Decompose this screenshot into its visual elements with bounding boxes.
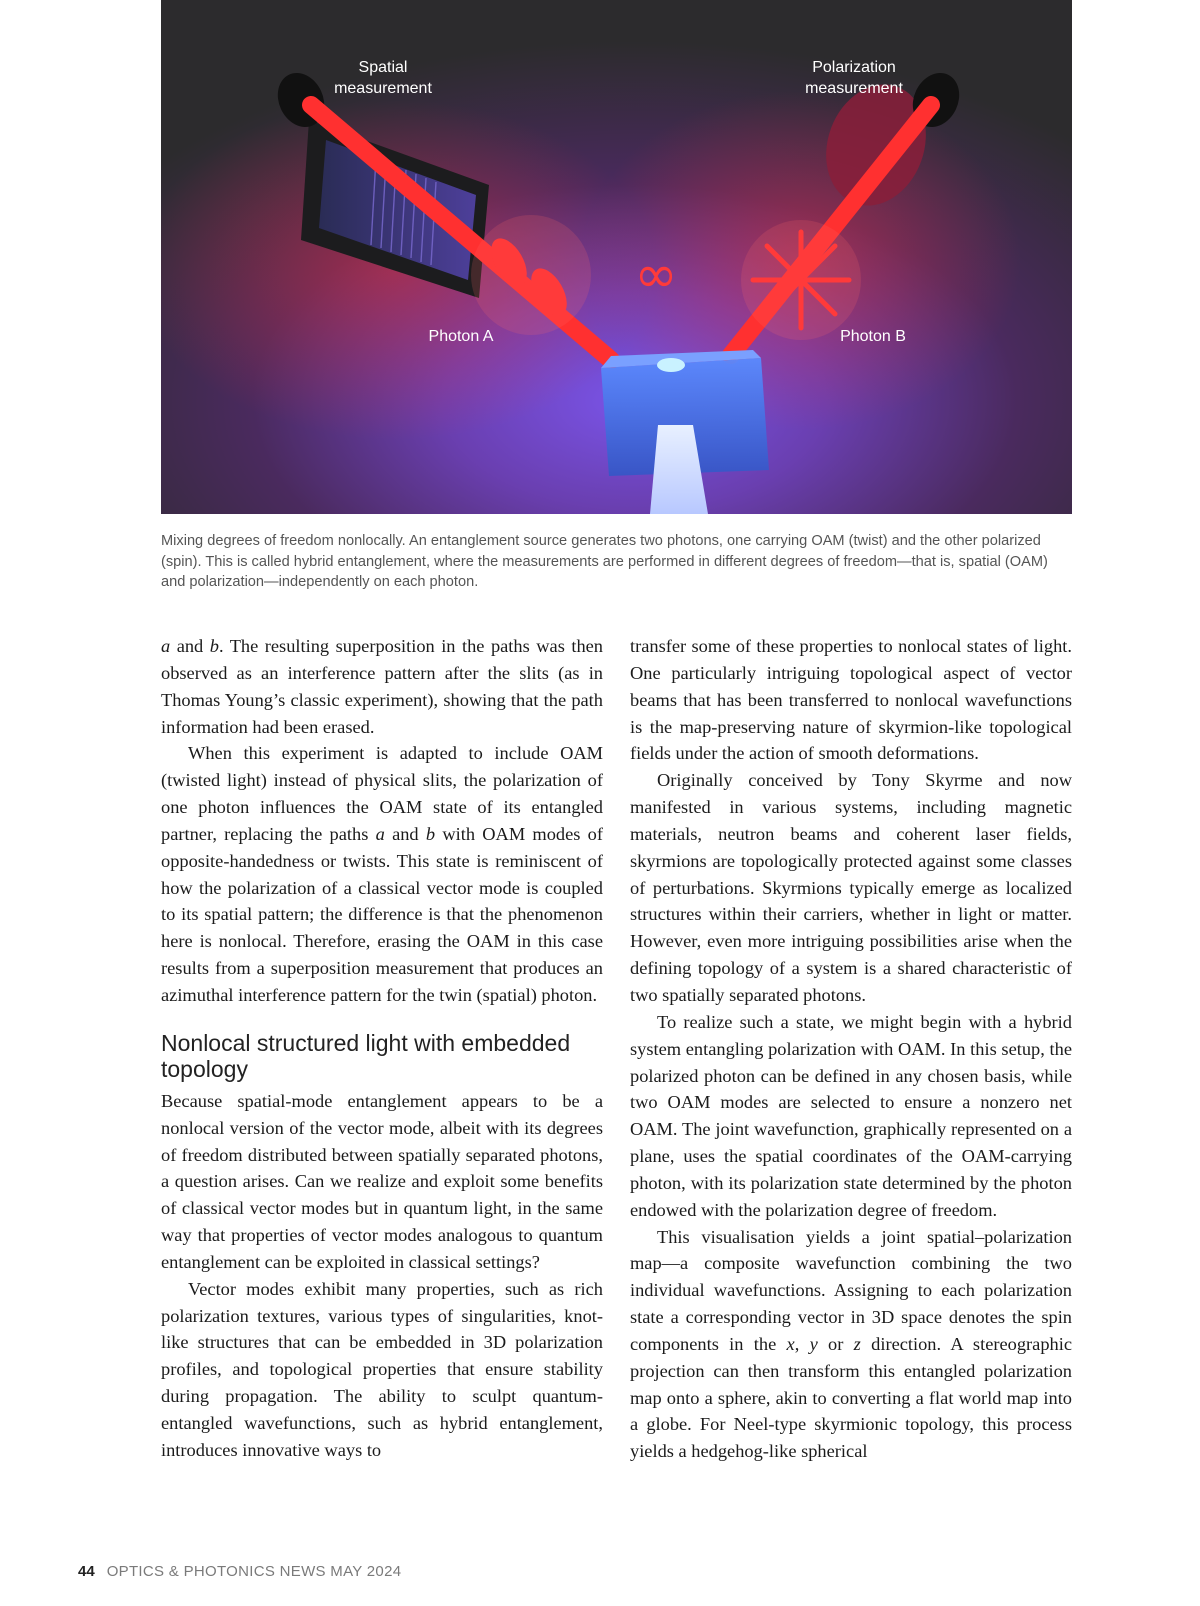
paragraph: Originally conceived by Tony Skyrme and now manifested in various systems, including magnetic materials, neutron beams and coherent laser fields, skyrmions are topologically protected against some classes of perturbations. Skyrmions typically emerge as localized structures within their carriers, whether in light or matter. However, even more intriguing possibilities arise when the defining topology of a system is a shared characteristic of two spatially separated photons. [630, 770, 1072, 1005]
section-heading: Nonlocal structured light with embedded topology [161, 1029, 571, 1082]
paragraph: When this experiment is adapted to include OAM (twisted light) instead of physical slits, the polarization of one photon influences the OAM state of its entangled partner, replacing the paths a and b with OAM modes of opposite-handedness or twists. This state is reminiscent of how the polarization of a classical vector mode is coupled to its spatial pattern; the difference is that the phenomenon here is nonlocal. Therefore, erasing the OAM in this case results from a superposition measurement that produces an azimuthal interference pattern for the twin (spatial) photon. [161, 743, 604, 1005]
paragraph: Vector modes exhibit many properties, such as rich polarization textures, various types of singularities, knot-like structures that can be embedded in 3D polarization profiles, and topological properties that ensure stability during propagation. The ability to sculpt quantum-entangled wavefunctions, such as hybrid entanglement, introduces innovative ways to [161, 1278, 603, 1460]
right-column [630, 633, 1072, 1465]
paragraph: Because spatial-mode entanglement appears to be a nonlocal version of the vector mode, albeit with its degrees of freedom distributed between spatially separated photons, a question arises. Can we realize and exploit some benefits of classical vector modes but in quantum light, in the same way that properties of vector modes analogous to quantum entanglement can be exploited in classical settings? [161, 1090, 603, 1272]
page-footer [78, 1563, 401, 1580]
figure-caption: Mixing degrees of freedom nonlocally. An entanglement source generates two photons, one carrying OAM (twist) and the other polarized (spin). This is called hybrid entanglement, where the measurements are performed in different degrees of freedom—that is, spatial (OAM) and polarization—independently on each photon. [161, 533, 1048, 590]
polarization-measurement-label: Polarization measurement [805, 59, 903, 97]
page-number: 44 [78, 1563, 95, 1580]
polarization-spin-symbol [753, 232, 849, 328]
photon-a-label: Photon A [428, 328, 494, 345]
spatial-measurement-label: Spatial measurement [334, 59, 432, 97]
photon-a-bubble [471, 215, 591, 335]
paragraph: To realize such a state, we might begin with a hybrid system entangling polarization with OAM. In this setup, the polarized photon can be defined in any chosen basis, while two OAM modes are selected to ensure a nonzero net OAM. The joint wavefunction, graphically represented on a plane, uses the spatial coordinates of the OAM-carrying photon, with its polarization state determined by the photon endowed with the polarization degree of freedom. [630, 1011, 1072, 1220]
photon-b-label: Photon B [840, 328, 906, 345]
paragraph: transfer some of these properties to nonlocal states of light. One particularly intriguing topological aspect of vector beams that has been transferred to nonlocal wavefunctions is the map-preserving nature of skyrmion-like topological fields under the action of smooth deformations. [630, 636, 1072, 764]
left-column [161, 633, 603, 1464]
figure-illustration [161, 0, 1072, 514]
infinity-icon: ∞ [634, 245, 678, 305]
hybrid-entanglement-figure [161, 0, 1072, 514]
paragraph: a and b. The resulting superposition in the paths was then observed as an interference pattern after the slits (as in Thomas Young’s classic experiment), showing that the path information had been erased. [161, 636, 604, 737]
paragraph: This visualisation yields a joint spatial–polarization map—a composite wavefunction combining the two individual wavefunctions. Assigning to each polarization state a corresponding vector in 3D space denotes the spin components in the x, y or z direction. A stereographic projection can then transform this entangled polarization map onto a sphere, akin to converting a flat world map into a globe. For Neel-type skyrmionic topology, this process yields a hedgehog-like spherical [630, 1226, 1072, 1462]
publication-name: OPTICS & PHOTONICS NEWS MAY 2024 [106, 1563, 402, 1580]
